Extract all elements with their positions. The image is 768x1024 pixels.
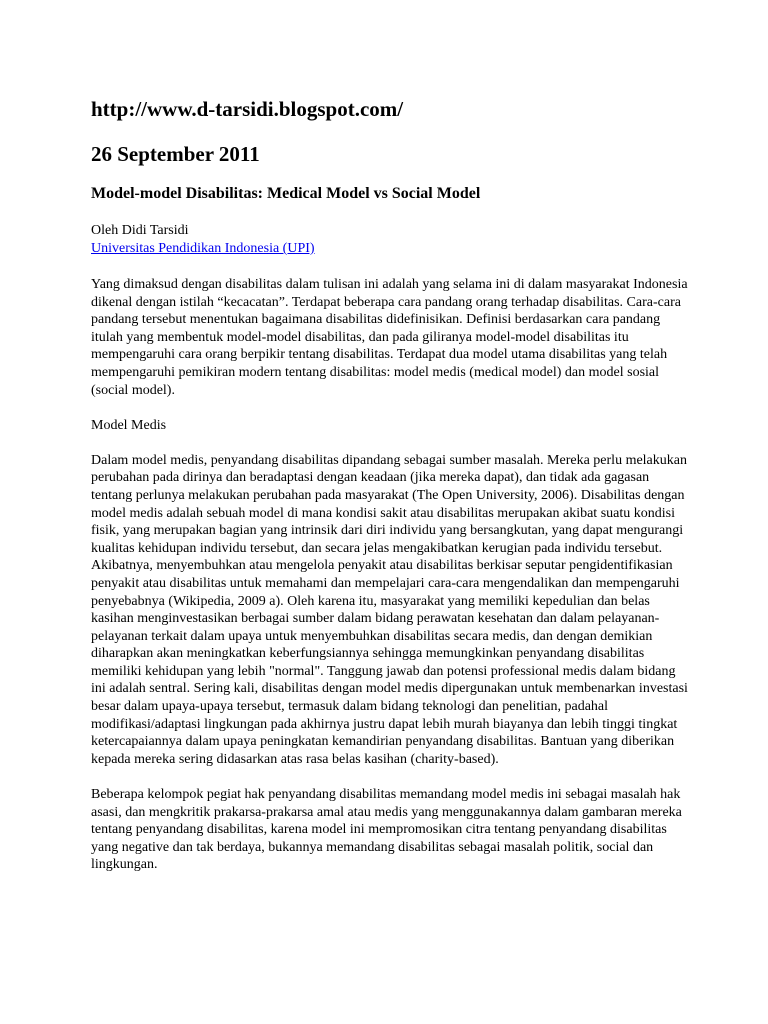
site-url: http://www.d-tarsidi.blogspot.com/ — [91, 97, 404, 121]
intro-paragraph: Yang dimaksud dengan disabilitas dalam tulisan ini adalah yang selama ini di dalam masyarakat Indonesia dikenal dengan istilah “kecacatan”. Terdapat beberapa cara pandang orang terhadap disabilitas. Cara-cara pandang tersebut menentukan bagaimana disabilitas didefinisikan. Definisi berdasarkan cara pandang itulah yang membentuk model-model disabilitas, dan pada giliranya model-model disabilitas itu mempengaruhi cara orang berpikir tentang disabilitas. Terdapat dua model utama disabilitas yang telah mempengaruhi pemikiran modern tentang disabilitas: model medis (medical model) dan model sosial (social model). — [91, 277, 688, 398]
section-heading: Model Medis — [91, 417, 167, 433]
byline — [91, 222, 691, 258]
document-page — [91, 96, 691, 891]
article-title: Model-model Disabilitas: Medical Model vs Social Model — [91, 185, 481, 202]
post-date: 26 September 2011 — [91, 142, 260, 166]
affiliation-link[interactable]: Universitas Pendidikan Indonesia (UPI) — [91, 241, 315, 256]
author-line: Oleh Didi Tarsidi — [91, 223, 189, 238]
body-paragraph-1: Dalam model medis, penyandang disabilitas dipandang sebagai sumber masalah. Mereka perlu melakukan perubahan pada dirinya dan beradaptasi dengan keadaan (jika mereka dapat), dan tidak ada gagasan tentang perlunya melakukan perubahan pada masyarakat (The Open University, 2006). Disabilitas dengan model medis adalah sebuah model di mana kondisi sakit atau disabilitas merupakan akibat suatu kondisi fisik, yang merupakan bagian yang intrinsik dari diri individu yang bersangkutan, yang dapat mengurangi kualitas kehidupan individu tersebut, dan secara jelas mengakibatkan kerugian pada individu tersebut. Akibatnya, menyembuhkan atau mengelola penyakit atau disabilitas berkisar seputar pengidentifikasian penyakit atau disabilitas untuk memahami dan mempelajari cara-cara mengendalikan dan mempengaruhi penyebabnya (Wikipedia, 2009 a). Oleh karena itu, masyarakat yang memiliki kepedulian dan belas kasihan menginvestasikan berbagai sumber dalam bidang perawatan kesehatan dan dalam pelayanan-pelayanan terkait dalam upaya untuk menyembuhkan disabilitas secara medis, dan dengan demikian diharapkan akan meningkatkan keberfungsiannya sehingga memungkinkan penyandang disabilitas memiliki kehidupan yang lebih "normal". Tanggung jawab dan potensi professional medis dalam bidang ini adalah sentral. Sering kali, disabilitas dengan model medis dipergunakan untuk membenarkan investasi besar dalam upaya-upaya tersebut, termasuk dalam bidang teknologi dan penelitian, padahal modifikasi/adaptasi lingkungan pada akhirnya justru dapat lebih murah biayanya dan lebih tinggi tingkat ketercapaiannya dalam upaya peningkatan kemandirian penyandang disabilitas. Bantuan yang diberikan kepada mereka sering didasarkan atas rasa belas kasihan (charity-based). — [91, 452, 688, 767]
body-paragraph-2: Beberapa kelompok pegiat hak penyandang disabilitas memandang model medis ini sebagai masalah hak asasi, dan mengkritik prakarsa-prakarsa amal atau medis yang menggunakannya dalam gambaran mereka tentang penyandang disabilitas, karena model ini mempromosikan citra tentang penyandang disabilitas yang negative dan tak berdaya, bukannya memandang disabilitas sebagai masalah politik, social dan lingkungan. — [91, 786, 682, 873]
